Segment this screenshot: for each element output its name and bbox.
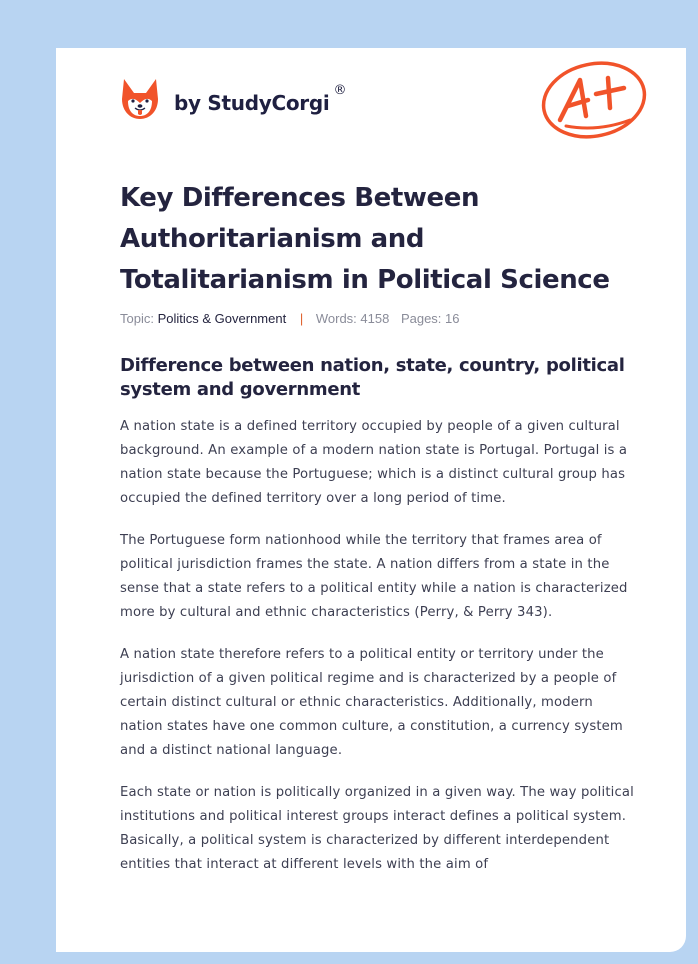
word-count: Words: 4158	[315, 311, 390, 326]
document-meta	[120, 311, 459, 326]
logo-text: by StudyCorgi	[174, 91, 330, 115]
section-heading: Difference between nation, state, country, political system and government	[120, 355, 625, 400]
studycorgi-logo[interactable]	[120, 74, 346, 124]
topic-link[interactable]: Politics & Government	[157, 311, 287, 326]
registered-mark: ®	[333, 82, 347, 98]
topic-label: Topic:	[120, 311, 154, 326]
paragraph: A nation state is a defined territory occupied by people of a given cultural background. An example of a modern nation state is Portugal. Portugal is a nation state because the Portuguese; which is a distinct cultural group has occupied the defined territory over a long period of time.	[120, 419, 628, 506]
paragraph: Each state or nation is politically organized in a given way. The way political institutions and political interest groups interact defines a political system. Basically, a political system is characterized by different interdependent entities that interact at different levels with the aim of	[120, 785, 634, 872]
page-count: Pages: 16	[400, 311, 460, 326]
corgi-icon	[120, 77, 160, 121]
a-plus-grade-icon	[538, 58, 650, 140]
document-title: Key Differences Between Authoritarianism and Totalitarianism in Political Science	[120, 183, 610, 295]
document-body	[120, 415, 636, 895]
paragraph: The Portuguese form nationhood while the territory that frames area of political jurisdiction frames the state. A nation differs from a state in the sense that a state refers to a political entity while a nation is characterized more by cultural and ethnic characteristics (Perry, & Perry 343).	[120, 533, 628, 620]
document-page	[56, 48, 686, 952]
meta-separator: |	[299, 311, 304, 326]
paragraph: A nation state therefore refers to a political entity or territory under the jurisdiction of a given political regime and is characterized by a people of certain distinct cultural or ethnic characteristics. Additionally, modern nation states have one common culture, a constitution, a currency system and a distinct national language.	[120, 647, 623, 758]
